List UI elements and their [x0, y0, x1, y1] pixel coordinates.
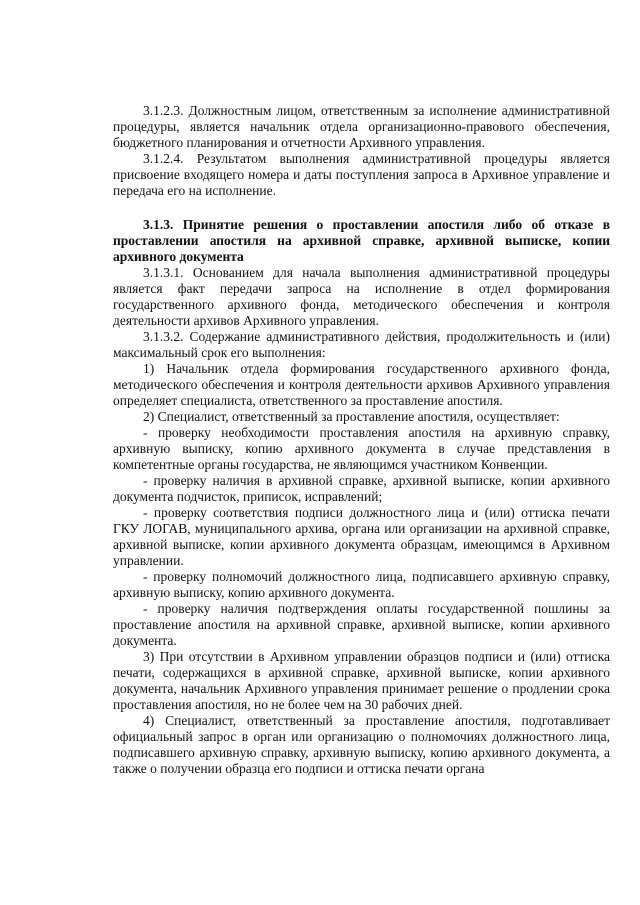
check-item-fee: - проверку наличия подтверждения оплаты государственной пошлины за проставление апостиля на архивной справке, архивной выписке, копии архивного документа. — [113, 601, 610, 648]
paragraph-3-1-2-4: 3.1.2.4. Результатом выполнения административной процедуры является присвоение входящего номера и даты поступления запроса в Архивное управление и передача его на исполнение. — [113, 151, 610, 198]
section-heading-3-1-3: 3.1.3. Принятие решения о проставлении апостиля либо об отказе в проставлении апостиля на архивной справке, архивной выписке, копии архивного документа — [113, 217, 610, 264]
list-item-1: 1) Начальник отдела формирования государственного архивного фонда, методического обеспечения и контроля деятельности архивов Архивного управления определяет специалиста, ответственного за проставление апостиля. — [113, 361, 610, 408]
check-item-authority: - проверку полномочий должностного лица, подписавшего архивную справку, архивную выписку, копию архивного документа. — [113, 569, 610, 600]
list-item-2: 2) Специалист, ответственный за проставление апостиля, осуществляет: — [143, 409, 560, 424]
check-item-necessity: - проверку необходимости проставления апостиля на архивную справку, архивную выписку, копию архивного документа в случае представления в компетентные органы государства, не являющимся участником Конвенции. — [113, 425, 610, 472]
paragraph-3-1-2-3: 3.1.2.3. Должностным лицом, ответственным за исполнение административной процедуры, является начальник отдела организационно-правового обеспечения, бюджетного планирования и отчетности Архивного управления. — [113, 103, 610, 150]
document-body — [113, 103, 610, 777]
list-item-3: 3) При отсутствии в Архивном управлении образцов подписи и (или) оттиска печати, содержащихся в архивной справке, архивной выписке, копии архивного документа, начальник Архивного управления принимает решение о продлении срока проставления апостиля, но не более чем на 30 рабочих дней. — [113, 649, 610, 712]
paragraph-3-1-3-2: 3.1.3.2. Содержание административного действия, продолжительность и (или) максимальный срок его выполнения: — [113, 329, 610, 360]
paragraph-3-1-3-1: 3.1.3.1. Основанием для начала выполнения административной процедуры является факт передачи запроса на исполнение в отдел формирования государственного архивного фонда, методического обеспечения и контроля деятельности архивов Архивного управления. — [113, 265, 610, 328]
section-gap — [113, 199, 610, 217]
list-item-4: 4) Специалист, ответственный за проставление апостиля, подготавливает официальный запрос в орган или организацию о полномочиях должностного лица, подписавшего архивную справку, архивную выписку, копию архивного документа, а также о получении образца его подписи и оттиска печати органа — [113, 713, 610, 776]
check-item-signature: - проверку соответствия подписи должностного лица и (или) оттиска печати ГКУ ЛОГАВ, муниципального архива, органа или организации на архивной справке, архивной выписке, копии архивного документа образцам, имеющимся в Архивном управлении. — [113, 505, 610, 568]
check-item-corrections: - проверку наличия в архивной справке, архивной выписке, копии архивного документа подчисток, приписок, исправлений; — [113, 473, 610, 504]
